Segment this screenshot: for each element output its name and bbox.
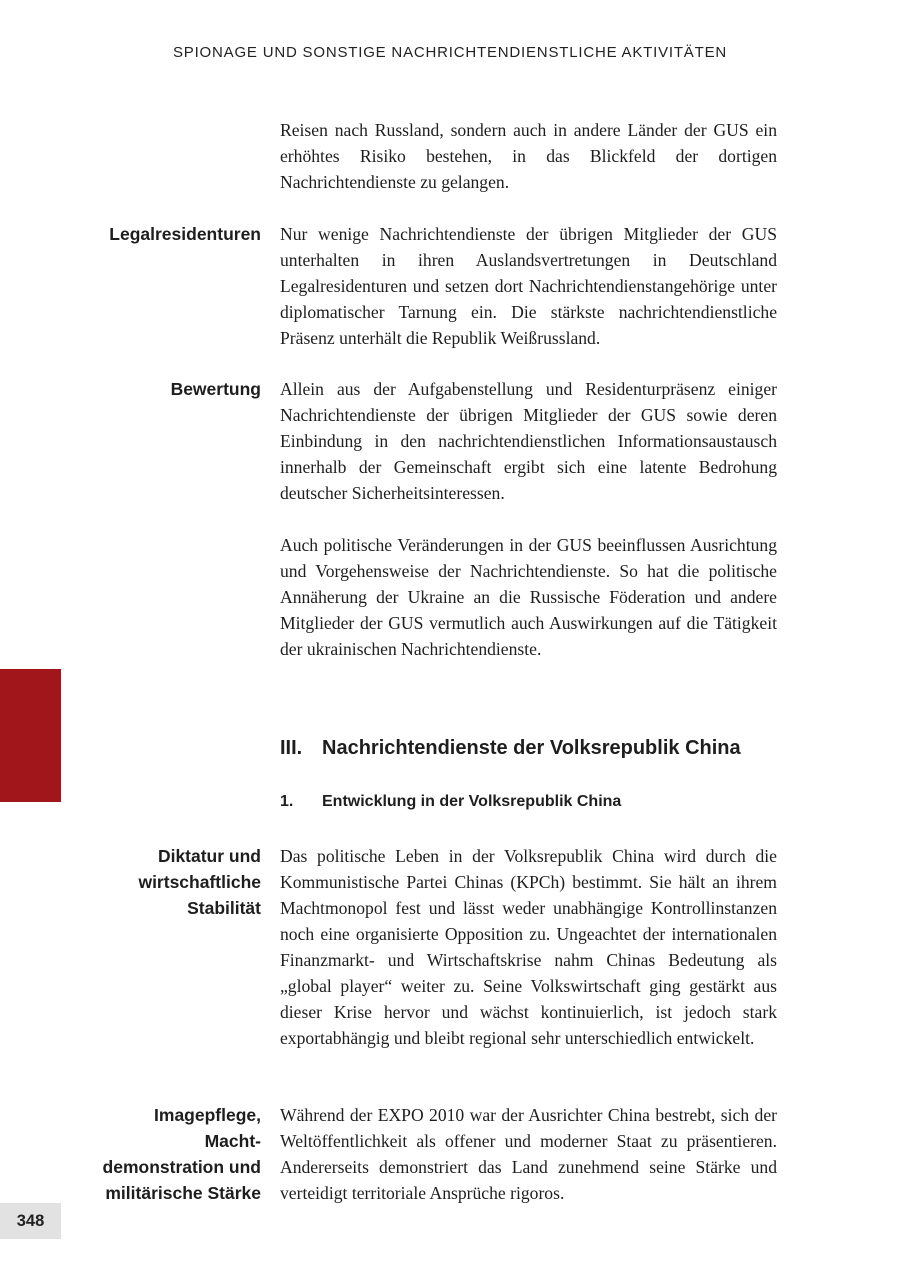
- paragraph-text: Das politische Leben in der Volksrepublik China wird durch die Kommunistische Partei Chinas (KPCh) bestimmt. Sie hält an ihrem Machtmonopol fest und lässt weder unabhängige Kontrollinstanzen noch eine organisierte Opposition zu. Ungeachtet der internationalen Finanzmarkt- und Wirtschaftskrise nahm Chinas Bedeutung als „global player“ weiter zu. Seine Volkswirtschaft ging gestärkt aus dieser Krise hervor und wächst kontinuierlich, ist jedoch stark exportabhängig und bleibt regional sehr unterschiedlich entwickelt.: [280, 846, 777, 1048]
- paragraph-gus-travel: [280, 117, 777, 195]
- margin-note-line: wirtschaftliche: [138, 872, 261, 892]
- margin-note-line: demonstration und: [102, 1157, 261, 1177]
- paragraph-text: Nur wenige Nachrichtendienste der übrigen Mitglieder der GUS unterhalten in ihren Auslandsvertretungen in Deutschland Legalresidenturen und setzen dort Nachrichtendienstangehörige unter diplomatischer Tarnung ein. Die stärkste nachrichtendienstliche Präsenz unterhält die Republik Weißrussland.: [280, 224, 777, 348]
- page-number: 348: [0, 1203, 61, 1239]
- margin-note-line: militärische Stärke: [105, 1183, 261, 1203]
- section-title: Nachrichtendienste der Volksrepublik China: [322, 737, 741, 759]
- paragraph-text: Allein aus der Aufgabenstellung und Residenturpräsenz einiger Nachrichtendienste der übrigen Mitglieder der GUS sowie deren Einbindung in den nachrichtendienstlichen Informationsaustausch innerhalb der Gemeinschaft ergibt sich eine latente Bedrohung deutscher Sicherheitsinteressen.: [280, 379, 777, 503]
- margin-note-bewertung: Bewertung: [170, 379, 261, 399]
- running-header: SPIONAGE UND SONSTIGE NACHRICHTENDIENSTLICHE AKTIVITÄTEN: [172, 44, 728, 61]
- subsection-number: 1.: [280, 793, 294, 810]
- paragraph-political-changes: [280, 532, 777, 662]
- paragraph-bewertung: [280, 376, 777, 506]
- margin-note-line: Macht-: [204, 1131, 261, 1151]
- margin-note-line: Stabilität: [187, 898, 261, 918]
- paragraph-text: Reisen nach Russland, sondern auch in andere Länder der GUS ein erhöhtes Risiko bestehen, in das Blickfeld der dortigen Nachrichtendienste zu gelangen.: [280, 120, 777, 192]
- section-heading: [280, 737, 741, 760]
- subsection-heading: [280, 793, 621, 811]
- paragraph-text: Auch politische Veränderungen in der GUS beeinflussen Ausrichtung und Vorgehensweise der Nachrichtendienste. So hat die politische Annäherung der Ukraine an die Russische Föderation und andere Mitglieder der GUS vermutlich auch Auswirkungen auf die Tätigkeit der ukrainischen Nachrichtendienste.: [280, 535, 777, 659]
- section-number: III.: [280, 737, 303, 759]
- paragraph-legalresidenturen: [280, 221, 777, 351]
- paragraph-expo: [280, 1102, 777, 1206]
- margin-note-line: Diktatur und: [157, 846, 261, 866]
- margin-note-line: Imagepflege,: [154, 1105, 261, 1125]
- margin-note-imagepflege: [40, 1102, 261, 1206]
- margin-note-legalresidenturen: Legalresidenturen: [109, 224, 261, 244]
- subsection-title: Entwicklung in der Volksrepublik China: [322, 793, 622, 810]
- paragraph-political-life: [280, 843, 777, 1051]
- chapter-marker-bar: [0, 669, 61, 802]
- margin-note-diktatur: [40, 843, 261, 921]
- paragraph-text: Während der EXPO 2010 war der Ausrichter China bestrebt, sich der Weltöffentlichkeit als offener und moderner Staat zu präsentieren. Andererseits demonstriert das Land zunehmend seine Stärke und verteidigt territoriale Ansprüche rigoros.: [280, 1105, 777, 1203]
